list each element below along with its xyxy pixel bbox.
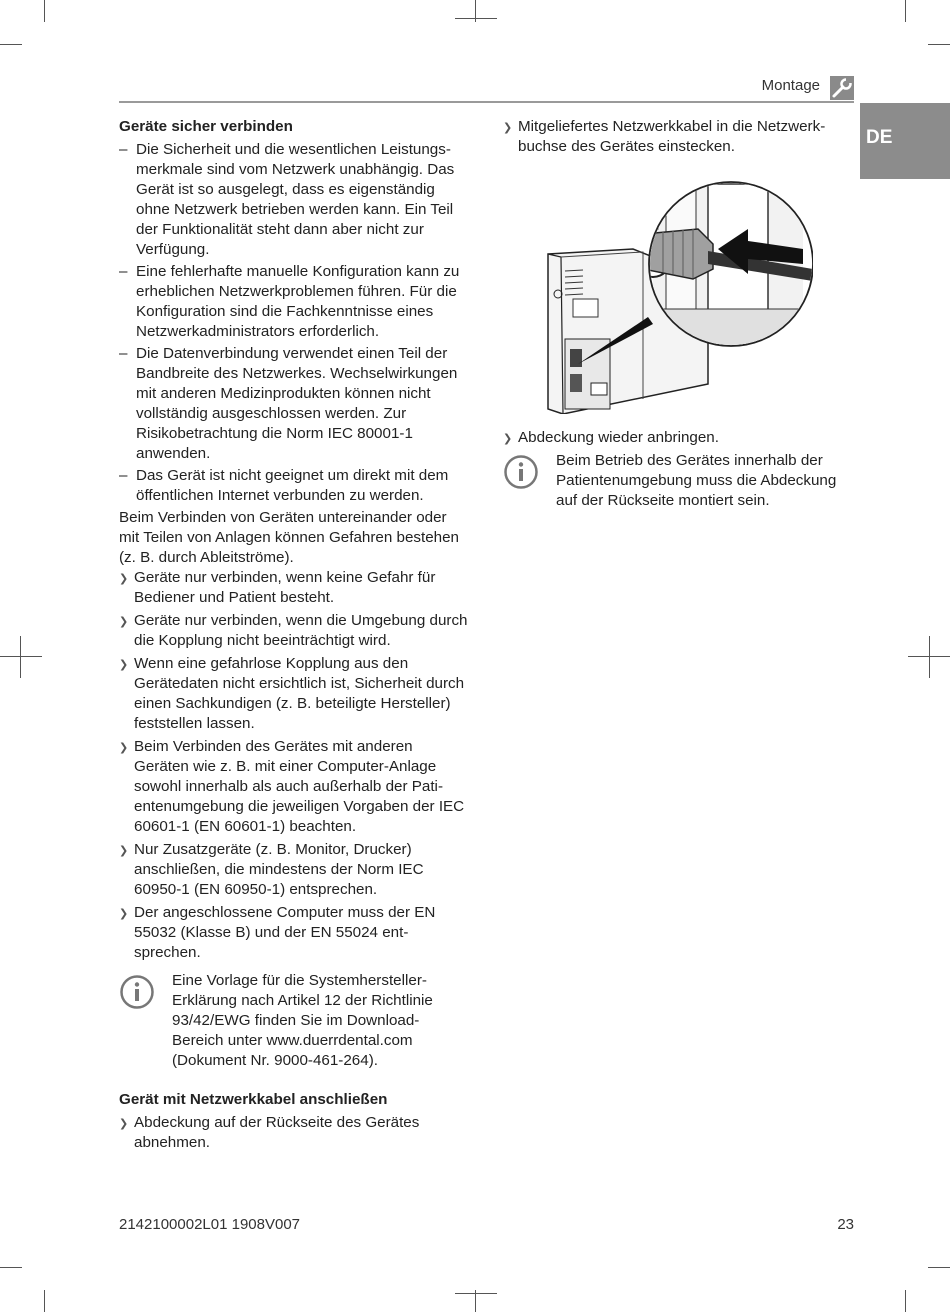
crop-mark — [20, 636, 21, 678]
crop-mark — [928, 1267, 950, 1268]
crop-mark — [929, 636, 930, 678]
instruction-step: ❯ Der angeschlossene Computer muss der EN 55032 (Klasse B) und der EN 55024 entsprechen. — [119, 904, 436, 961]
page-number: 23 — [837, 1216, 854, 1233]
info-note: Eine Vorlage für die Systemhersteller-Erklärung nach Artikel 12 der Richtlinie 93/42/EWG finden Sie im Download-Bereich unter www.duerrdental.com (Dokument Nr. 9000-461-264). — [119, 971, 469, 1071]
crop-mark — [455, 18, 497, 19]
section-heading: Geräte sicher verbinden — [119, 118, 293, 135]
instruction-step: ❯ Abdeckung auf der Rückseite des Gerätes abnehmen. — [119, 1114, 420, 1151]
crop-mark — [0, 44, 22, 45]
list-item: – Das Gerät ist nicht geeignet um direkt mit dem öffentlichen Internet verbunden zu werden. — [119, 467, 449, 504]
section-title: Montage — [761, 77, 820, 94]
crop-mark — [905, 1290, 906, 1312]
paragraph: Beim Verbinden von Geräten untereinander oder mit Teilen von Anlagen können Gefahren bestehen (z. B. durch Ableitströme). — [119, 509, 459, 566]
crop-mark — [0, 1267, 22, 1268]
list-item: – Die Datenverbindung verwendet einen Teil der Bandbreite des Netzwerkes. Wechselwirkungen mit anderen Medizinprodukten können nicht vollständig ausgeschlossen werden. Zur Risikobetrachtung die Norm IEC 80001-1 anwenden. — [119, 345, 458, 462]
instruction-step: ❯ Mitgeliefertes Netzwerkkabel in die Netzwerkbuchse des Gerätes einstecken. — [503, 118, 826, 155]
left-column — [119, 117, 469, 1156]
list-item: – Eine fehlerhafte manuelle Konfiguration kann zu erheblichen Netzwerkproblemen führen. Für die Konfiguration sind die Fachkenntnisse eines Netzwerkadministrators erforderlich. — [119, 263, 460, 340]
crop-mark — [0, 656, 42, 657]
crop-mark — [44, 0, 45, 22]
language-tab — [860, 103, 950, 179]
instruction-step: ❯ Geräte nur verbinden, wenn die Umgebung durch die Kopplung nicht beeinträchtigt wird. — [119, 612, 468, 649]
info-icon — [120, 975, 154, 1009]
info-note: Beim Betrieb des Gerätes innerhalb der Patientenumgebung muss die Abdeckung auf der Rückseite montiert sein. — [503, 451, 848, 511]
instruction-step: ❯ Nur Zusatzgeräte (z. B. Monitor, Drucker) anschließen, die mindestens der Norm IEC 60950-1 (EN 60950-1) entsprechen. — [119, 841, 424, 898]
instruction-step: ❯ Abdeckung wieder anbringen. — [503, 429, 719, 446]
language-label: DE — [866, 127, 893, 148]
right-column — [503, 117, 848, 511]
instruction-step: ❯ Geräte nur verbinden, wenn keine Gefahr für Bediener und Patient besteht. — [119, 569, 436, 606]
document-number: 2142100002L01 1908V007 — [119, 1216, 301, 1233]
crop-mark — [905, 0, 906, 22]
info-icon — [504, 455, 538, 489]
instruction-step: ❯ Beim Verbinden des Gerätes mit anderen Geräten wie z. B. mit einer Computer-Anlage sowohl innerhalb als auch außerhalb der Patientenumgebung die jeweiligen Vorgaben der IEC 60601-1 (EN 60601-1) beachten. — [119, 738, 465, 835]
crop-mark — [455, 1293, 497, 1294]
crop-mark — [928, 44, 950, 45]
crop-mark — [44, 1290, 45, 1312]
instruction-step: ❯ Wenn eine gefahrlose Kopplung aus den Gerätedaten nicht ersichtlich ist, Sicherheit durch einen Sachkundigen (z. B. beteiligte Hersteller) feststellen lassen. — [119, 655, 465, 732]
header-divider — [119, 101, 854, 103]
list-item: – Die Sicherheit und die wesentlichen Leistungsmerkmale sind vom Netzwerk unabhängig. Das Gerät ist so ausgelegt, dass es eigenständig ohne Netzwerk betrieben werden kann. Ein Teil der Funktionalität steht dann aber nicht zur Verfügung. — [119, 141, 455, 258]
device-network-illustration — [503, 169, 813, 414]
wrench-icon — [830, 76, 854, 100]
section-heading: Gerät mit Netzwerkkabel anschließen — [119, 1091, 388, 1108]
